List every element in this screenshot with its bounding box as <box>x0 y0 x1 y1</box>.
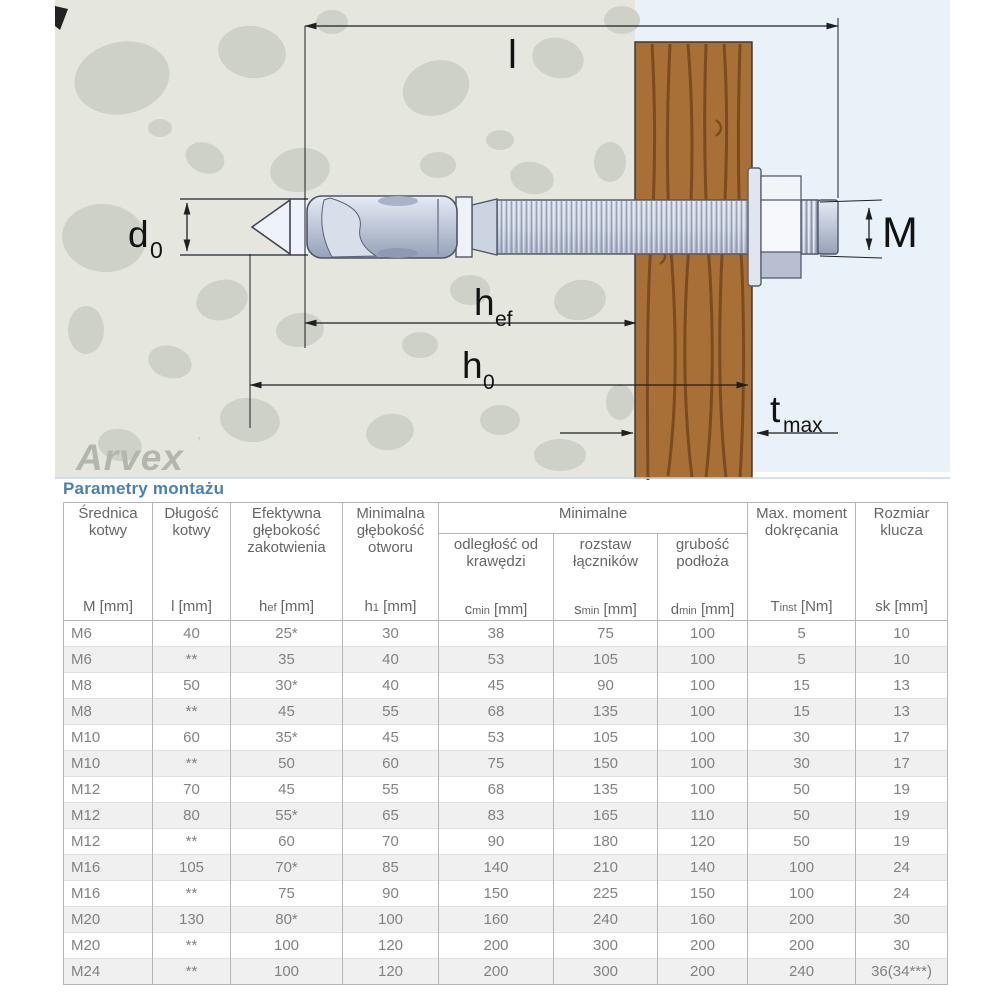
table-row <box>64 751 948 777</box>
cell: 100 <box>748 881 856 907</box>
cell: 100 <box>658 647 748 673</box>
cell: 75 <box>439 751 554 777</box>
cell: 50 <box>231 751 343 777</box>
col-header-dlugosc: Długość kotwy l [mm] <box>153 503 231 621</box>
hex-nut <box>761 176 801 278</box>
cell: 105 <box>153 855 231 881</box>
cell: 110 <box>658 803 748 829</box>
cell: 75 <box>554 621 658 647</box>
cell: 50 <box>748 829 856 855</box>
cell: 19 <box>856 829 948 855</box>
cell: 30 <box>856 933 948 959</box>
cell: 50 <box>748 777 856 803</box>
cell: M20 <box>64 907 153 933</box>
cell: 5 <box>748 621 856 647</box>
cell: 50 <box>748 803 856 829</box>
expansion-sleeve <box>307 196 457 258</box>
cell: M10 <box>64 725 153 751</box>
cell: 120 <box>343 959 439 985</box>
cell: 150 <box>658 881 748 907</box>
cell: 45 <box>439 673 554 699</box>
cell: 90 <box>439 829 554 855</box>
cell: M10 <box>64 751 153 777</box>
cell: 30 <box>856 907 948 933</box>
cell: 80 <box>153 803 231 829</box>
rod-end <box>818 200 838 254</box>
washer <box>748 168 761 286</box>
table-row <box>64 829 948 855</box>
cell: 90 <box>343 881 439 907</box>
cell: 100 <box>658 699 748 725</box>
cell: M16 <box>64 855 153 881</box>
cell: 5 <box>748 647 856 673</box>
cell: 105 <box>554 647 658 673</box>
cell: 45 <box>231 777 343 803</box>
cell: 30 <box>748 725 856 751</box>
cell: 100 <box>658 777 748 803</box>
col-header-rozmiar-klucza: Rozmiar klucza sk [mm] <box>856 503 948 621</box>
table-row <box>64 647 948 673</box>
cell: 45 <box>231 699 343 725</box>
cell: 40 <box>343 647 439 673</box>
cell: 225 <box>554 881 658 907</box>
cell: 135 <box>554 777 658 803</box>
cell: 200 <box>658 933 748 959</box>
label-hef: h <box>474 282 495 323</box>
cell: 100 <box>658 725 748 751</box>
label-m: M <box>882 209 918 257</box>
col-header-srednica: Średnica kotwy M [mm] <box>64 503 153 621</box>
cell: 130 <box>153 907 231 933</box>
cell: 105 <box>554 725 658 751</box>
cell: 83 <box>439 803 554 829</box>
cell: 35* <box>231 725 343 751</box>
parameters-table <box>63 502 948 985</box>
cell: 40 <box>153 621 231 647</box>
cell: 10 <box>856 647 948 673</box>
label-h0: h <box>462 345 483 386</box>
cell: 55 <box>343 777 439 803</box>
cell: ** <box>153 751 231 777</box>
cell: 140 <box>439 855 554 881</box>
cell: 30* <box>231 673 343 699</box>
cell: ** <box>153 699 231 725</box>
col-header-grubosc: grubość podłoża d min [mm] <box>658 534 748 621</box>
cell: ** <box>153 959 231 985</box>
cell: 85 <box>343 855 439 881</box>
cell: 68 <box>439 777 554 803</box>
cell: M12 <box>64 803 153 829</box>
cell: 150 <box>439 881 554 907</box>
cell: M16 <box>64 881 153 907</box>
cell: 100 <box>658 751 748 777</box>
table-header <box>64 503 948 621</box>
label-tmax-sub: max <box>783 414 823 437</box>
cell: 300 <box>554 959 658 985</box>
col-header-glebokosc-zakotwienia: Efektywna głębokość zakotwienia h ef [mm] <box>231 503 343 621</box>
cell: 53 <box>439 725 554 751</box>
cell: 140 <box>658 855 748 881</box>
cell: 24 <box>856 855 948 881</box>
cell: 300 <box>554 933 658 959</box>
cell: 100 <box>658 673 748 699</box>
cell: 135 <box>554 699 658 725</box>
table-row <box>64 907 948 933</box>
cell: 90 <box>554 673 658 699</box>
cell: 24 <box>856 881 948 907</box>
cell: 80* <box>231 907 343 933</box>
cell: ** <box>153 829 231 855</box>
page-title: Parametry montażu <box>63 479 225 498</box>
logo-trademark: ’ <box>197 435 201 452</box>
cell: 200 <box>439 933 554 959</box>
cell: 60 <box>343 751 439 777</box>
col-header-odleglosc: odległość od krawędzi c min [mm] <box>439 534 554 621</box>
label-tmax: t <box>770 389 781 430</box>
cell: 19 <box>856 803 948 829</box>
table-row <box>64 881 948 907</box>
table-body <box>64 621 948 985</box>
cell: 100 <box>231 959 343 985</box>
cell: 10 <box>856 621 948 647</box>
cell: ** <box>153 933 231 959</box>
logo-text: Arvex <box>76 437 184 478</box>
cell: 13 <box>856 699 948 725</box>
cell: 15 <box>748 673 856 699</box>
anchor-installation-diagram <box>0 0 1000 480</box>
cell: 15 <box>748 699 856 725</box>
cell: M20 <box>64 933 153 959</box>
cell: 100 <box>231 933 343 959</box>
table-row <box>64 777 948 803</box>
cell: 165 <box>554 803 658 829</box>
cell: M12 <box>64 829 153 855</box>
cell: 53 <box>439 647 554 673</box>
cell: 13 <box>856 673 948 699</box>
table-row <box>64 933 948 959</box>
cell: 70* <box>231 855 343 881</box>
cell: 17 <box>856 751 948 777</box>
cell: 75 <box>231 881 343 907</box>
cell: 55 <box>343 699 439 725</box>
cell: 240 <box>554 907 658 933</box>
wood-board <box>635 42 752 480</box>
col-group-minimalne: Minimalne <box>439 503 748 534</box>
cell: 240 <box>748 959 856 985</box>
table-row <box>64 959 948 985</box>
diagram-svg <box>0 0 1000 480</box>
label-d0: d <box>128 214 149 255</box>
cell: 50 <box>153 673 231 699</box>
cell: 36(34***) <box>856 959 948 985</box>
cell: 45 <box>343 725 439 751</box>
label-l: l <box>508 33 517 77</box>
cell: 70 <box>153 777 231 803</box>
table-row <box>64 621 948 647</box>
cell: 100 <box>343 907 439 933</box>
cell: 100 <box>658 621 748 647</box>
cell: 60 <box>153 725 231 751</box>
cell: 65 <box>343 803 439 829</box>
cell: 200 <box>748 933 856 959</box>
cell: ** <box>153 647 231 673</box>
cell: 19 <box>856 777 948 803</box>
cell: 30 <box>748 751 856 777</box>
cell: 25* <box>231 621 343 647</box>
cell: M24 <box>64 959 153 985</box>
col-header-moment: Max. moment dokręcania T inst [Nm] <box>748 503 856 621</box>
cell: 200 <box>658 959 748 985</box>
cell: 120 <box>343 933 439 959</box>
cell: 38 <box>439 621 554 647</box>
table-row <box>64 855 948 881</box>
col-header-rozstaw: rozstaw łączników s min [mm] <box>554 534 658 621</box>
table-row <box>64 673 948 699</box>
cell: M6 <box>64 647 153 673</box>
cell: 200 <box>748 907 856 933</box>
cell: 100 <box>748 855 856 881</box>
cell: M8 <box>64 673 153 699</box>
col-header-glebokosc-otworu: Minimalna głębokość otworu h 1 [mm] <box>343 503 439 621</box>
table-row <box>64 803 948 829</box>
cell: 68 <box>439 699 554 725</box>
cell: 40 <box>343 673 439 699</box>
cell: 200 <box>439 959 554 985</box>
arvex-logo <box>75 435 201 478</box>
cell: 70 <box>343 829 439 855</box>
label-d0-sub: 0 <box>150 237 163 263</box>
table-row <box>64 725 948 751</box>
cell: 17 <box>856 725 948 751</box>
cell: 35 <box>231 647 343 673</box>
cell: 160 <box>439 907 554 933</box>
cell: 180 <box>554 829 658 855</box>
cell: 160 <box>658 907 748 933</box>
cell: ** <box>153 881 231 907</box>
cell: 60 <box>231 829 343 855</box>
cell: 30 <box>343 621 439 647</box>
cell: M12 <box>64 777 153 803</box>
cell: M6 <box>64 621 153 647</box>
label-hef-sub: ef <box>495 308 513 331</box>
table-row <box>64 699 948 725</box>
cell: 150 <box>554 751 658 777</box>
cell: 210 <box>554 855 658 881</box>
cell: 55* <box>231 803 343 829</box>
cell: 120 <box>658 829 748 855</box>
label-h0-sub: 0 <box>483 371 495 394</box>
cell: M8 <box>64 699 153 725</box>
